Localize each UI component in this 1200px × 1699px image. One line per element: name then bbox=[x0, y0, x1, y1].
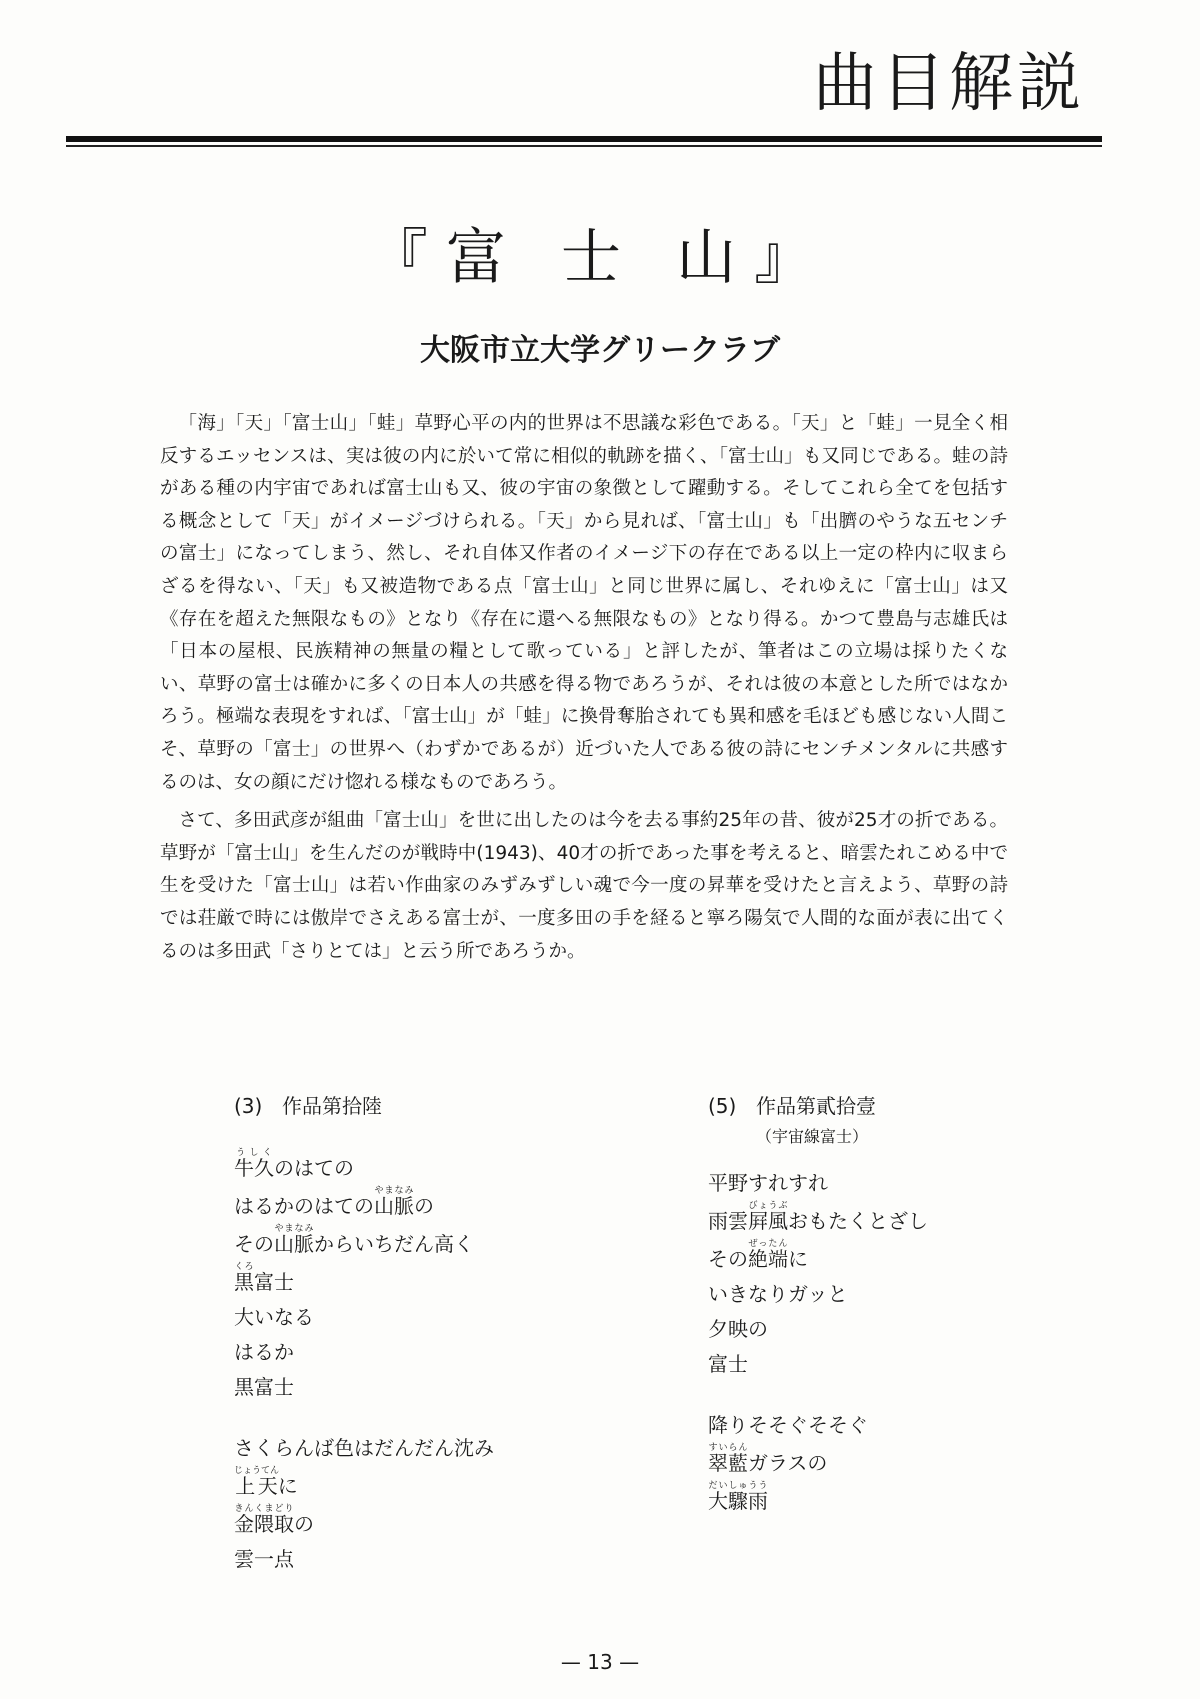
poem-stanza bbox=[234, 1431, 614, 1577]
page-title: 『富 士 山』 bbox=[367, 223, 833, 293]
poem-line: 翠藍すいらんガラスの bbox=[708, 1443, 828, 1475]
poem-line: 上天じょうてんに bbox=[234, 1466, 298, 1498]
header-rule-thick bbox=[66, 136, 1102, 142]
essay-paragraph: 「海」「天」「富士山」「蛙」草野心平の内的世界は不思議な彩色である。「天」と「蛙」一見全く相反するエッセンスは、実は彼の内に於いて常に相似的軌跡を描く、「富士山」も又同じである。蛙の詩がある種の内宇宙であれば富士山も又、彼の宇宙の象徴として躍動する。そしてこれら全てを包括する概念として「天」がイメージづけられる。「天」から見れば、「富士山」も「出臍のやうな五センチの富士」になってしまう、然し、それ自体又作者のイメージ下の存在である以上一定の枠内に収まらざるを得ない、「天」も又被造物である点「富士山」と同じ世界に属し、それゆえに「富士山」は又《存在を超えた無限なもの》となり《存在に還へる無限なもの》となり得る。かつて豊島与志雄氏は「日本の屋根、民族精神の無量の糧として歌っている」と評したが、筆者はこの立場は採りたくない、草野の富士は確かに多くの日本人の共感を得る物であろうが、それは彼の本意とした所ではなかろう。極端な表現をすれば、「富士山」が「蛙」に換骨奪胎されても異和感を毛ほども感じない人間こそ、草野の「富士」の世界へ（わずかであるが）近づいた人である彼の詩にセンチメンタルに共感するのは、女の顔にだけ惚れる様なものであろう。 bbox=[160, 413, 1008, 793]
poem-body bbox=[708, 1166, 1088, 1519]
poem-line: 金隈取きんくまどりの bbox=[234, 1504, 314, 1536]
essay-paragraph: さて、多田武彦が組曲「富士山」を世に出したのは今を去る事約25年の昔、彼が25才の折である。草野が「富士山」を生んだのが戦時中(1943)、40才の折であった事を考えると、暗雲たれこめる中で生を受けた「富士山」は若い作曲家のみずみずしい魂で今一度の昇華を受けたと言えよう、草野の詩では荘厳で時には傲岸でさえある富士が、一度多田の手を経ると寧ろ陽気で人間的な面が表に出てくるのは多田武「さりとては」と云う所であろうか。 bbox=[160, 810, 1008, 962]
poem-line: 黒くろ富士 bbox=[234, 1262, 294, 1294]
poem-right bbox=[708, 1092, 1088, 1545]
poem-line: はるか bbox=[234, 1340, 294, 1364]
page-number: — 13 — bbox=[560, 1650, 640, 1674]
poem-title: 作品第拾陸 bbox=[282, 1094, 382, 1118]
poem-stanza bbox=[708, 1408, 1088, 1519]
poem-line: 大いなる bbox=[234, 1305, 314, 1329]
poem-title: 作品第貳拾壹 bbox=[756, 1094, 876, 1118]
poem-line: 平野すれすれ bbox=[708, 1171, 828, 1195]
poem-subtitle: （宇宙線富士） bbox=[756, 1127, 869, 1146]
poem-line: いきなりガッと bbox=[708, 1282, 848, 1306]
author-subtitle: 大阪市立大学グリークラブ bbox=[420, 333, 780, 368]
section-header: 曲目解説 bbox=[813, 47, 1085, 121]
poem-number: (3) bbox=[234, 1094, 263, 1118]
poem-line: 富士 bbox=[708, 1352, 748, 1376]
poem-line: その山脈やまなみからいちだん高く bbox=[234, 1224, 474, 1256]
poem-line: はるかのはての山脈やまなみの bbox=[234, 1186, 434, 1218]
poem-line: 牛久うしくのはての bbox=[234, 1148, 354, 1180]
poem-stanza bbox=[708, 1166, 1088, 1382]
poem-heading bbox=[708, 1092, 1088, 1120]
poem-line: 雲一点 bbox=[234, 1547, 294, 1571]
poem-line: 大驟雨だいしゅうう bbox=[708, 1481, 768, 1513]
header-rule-thin bbox=[66, 145, 1102, 147]
poem-body bbox=[234, 1148, 614, 1577]
poem-stanza bbox=[234, 1148, 614, 1405]
poem-heading bbox=[234, 1092, 614, 1120]
poem-number: (5) bbox=[708, 1094, 737, 1118]
poem-left bbox=[234, 1092, 614, 1603]
poem-line: 降りそそぐそそぐ bbox=[708, 1413, 868, 1437]
poem-line: さくらんば色はだんだん沈み bbox=[234, 1436, 494, 1460]
essay-body bbox=[160, 408, 1008, 974]
poem-line: 雨雲屛風びょうぶおもたくとざし bbox=[708, 1201, 928, 1233]
poem-line: その絶端ぜったんに bbox=[708, 1239, 808, 1271]
poem-line: 黒富士 bbox=[234, 1375, 294, 1399]
poem-line: 夕映の bbox=[708, 1317, 768, 1341]
